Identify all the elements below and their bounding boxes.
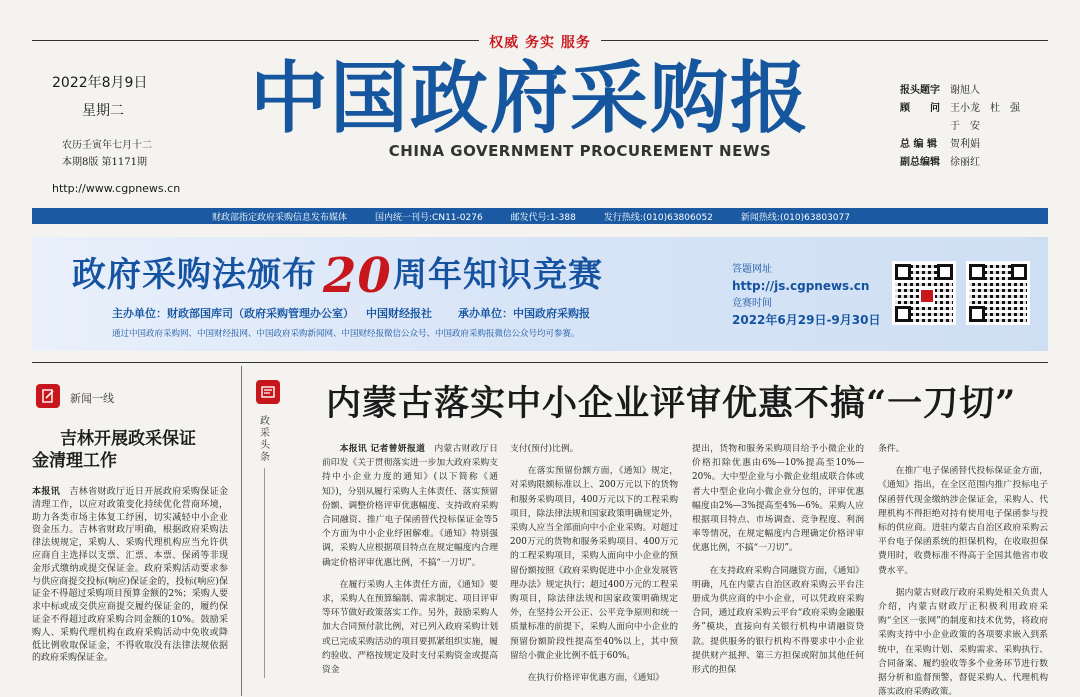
weekday: 星期二 <box>82 103 124 119</box>
issue-number: 本期8版 第1171期 <box>62 157 147 168</box>
article-column-2: 支付(预付)比例。 在落实预留份额方面，《通知》规定，对采购限额标准以上、200万元以下的货物和服务采购项目，400万元以下的工程采购项目，除法律法规和国家政策明确规定外，采购人应当全部面向中小企业采购。对超过200万元的货物和服务采购项目、400万元的工程采购项目，采购人面向中小企业的预留份额按照《政府采购促进中小企业发展管理办法》规定执行；超过400万元的工程采购项目，除法律法规和国家政策明确规定外，在坚持公开公正、公平竞争原则和统一质量标准的前提下，采购人面向中小企业的预留份额阶段性提高至40%以上，其中预留给小微企业比例不低于60%。 在执行价格评审优惠方面，《通知》 <box>510 444 678 684</box>
staff-row: 报头题字 谢旭人 <box>900 85 980 96</box>
publication-date: 2022年8月9日 <box>52 75 148 91</box>
news-icon <box>256 380 280 404</box>
masthead-title: 中国政府采购报 <box>249 53 810 144</box>
anniversary-number: 20 <box>323 248 392 304</box>
quiz-time: 2022年6月29日-9月30日 <box>732 313 881 327</box>
section-label-news: 新闻一线 <box>70 392 114 405</box>
staff-row: 总 编 辑 贺利娟 <box>900 139 980 150</box>
lunar-date: 农历壬寅年七月十二 <box>62 140 152 151</box>
date-block <box>52 72 212 195</box>
masthead-title-en: CHINA GOVERNMENT PROCUREMENT NEWS <box>388 141 772 160</box>
article-title[interactable]: 内蒙古落实中小企业评审优惠不搞“一刀切” <box>326 383 1017 424</box>
info-bar-item: 邮发代号:1-388 <box>510 212 576 223</box>
left-headline[interactable]: 吉林开展政采保证 金清理工作 <box>32 429 196 471</box>
staff-row: 顾 问 王小龙 杜 强 <box>900 103 1020 114</box>
website-url[interactable]: http://www.cgpnews.cn <box>52 182 181 195</box>
staff-row: 于 安 <box>950 121 980 132</box>
banner-note: 通过中国政府采购网、中国财经报网、中国政府采购新闻网、中国财经报微信公众号、中国政府采购报微信公众号均可参赛。 <box>112 329 580 339</box>
banner-url-box <box>732 261 880 329</box>
quiz-url[interactable]: http://js.cgpnews.cn <box>732 279 870 293</box>
qr-code-icon[interactable] <box>892 261 956 325</box>
staff-row: 副总编辑 徐丽红 <box>900 157 980 168</box>
pen-icon <box>36 384 60 408</box>
quiz-banner[interactable] <box>32 237 1048 351</box>
article-column-3: 提出，货物和服务采购项目给予小微企业的价格扣除优惠由6%—10%提高至10%—20%。大中型企业与小微企业组成联合体或者大中型企业向小微企业分包的，评审优惠幅度由2%—3%提高至4%—6%。采购人应根据项目特点、市场调查、竞争程度、利润率等情况，在规定幅度内合理确定价格评审优惠比例，不搞“一刀切”。 在支持政府采购合同融资方面，《通知》明确，凡在内蒙古自治区政府采购云平台注册成为供应商的中小企业，可以凭政府采购合同，通过政府采购云平台“政府采购金融服务”模块，直接向有关银行机构申请融资贷款。提供服务的银行机构不得要求中小企业提供财产抵押、第三方担保或附加其他任何形式的担保 <box>692 444 864 676</box>
vertical-rule <box>264 468 265 678</box>
section-rule <box>32 362 1048 363</box>
staff-list <box>900 82 1060 172</box>
masthead <box>230 52 830 160</box>
section-label-headline: 政 采 头 条 <box>260 416 270 463</box>
article-column-1: 本报讯 记者曾妍报道 内蒙古财政厅日前印发《关于贯彻落实进一步加大政府采购支持中小企业力度的通知》(以下简称《通知》)，分别从履行采购人主体责任、落实预留份额、调整价格评审优惠幅度、支持政府采购合同融资、推广电子保函替代投标保证金等5个方面为中小企业纾困解难。《通知》特别强调，采购人应根据项目特点在规定幅度内合理确定价格评审优惠比例，不搞“一刀切”。 在履行采购人主体责任方面，《通知》要求，采购人在预算编制、需求制定、项目评审等环节做好政策落实工作。另外，鼓励采购人加大合同预付款比例，对已列入政府采购计划或已完成采购活动的项目要抓紧组织实施，履约验收、严格按规定及时支付采购资金或提高资金 <box>322 444 498 676</box>
banner-hosts: 主办单位：财政部国库司（政府采购管理办公室） 中国财经报社 承办单位：中国政府采购报 <box>112 307 590 320</box>
masthead-slogan: 权威 务实 服务 <box>0 32 1080 52</box>
time-label: 竞赛时间 <box>732 298 772 309</box>
info-bar-item: 发行热线:(010)63806052 <box>603 212 713 223</box>
info-bar-item: 新闻热线:(010)63803077 <box>740 212 850 223</box>
banner-headline: 政府采购法颁布 20周年知识竞赛 <box>72 248 603 304</box>
left-article-body: 本报讯 吉林省财政厅近日开展政府采购保证金清理工作，以应对政策变化持续优化营商环境，助力各类市场主体复工纾困，切实减轻中小企业资金压力。吉林省财政厅明确，根据政府采购法律法规规定，采购人、采购代理机构应当允许供应商自主选择以支票、汇票、本票、保函等非现金形式缴纳或提交保证金。政府采购活动要求参与供应商提交投标(响应)保证金的，投标(响应)保证金不得超过采购项目预算金额的2%；采购人要求中标或成交供应商提交履约保证金的，履约保证金不得超过政府采购合同金额的10%。鼓励采购人、采购代理机构在政府采购活动中免收或降低比例收取保证金，不得收取没有法律法规依据的政府采购保证金。 <box>32 487 228 664</box>
info-bar <box>32 208 1048 224</box>
url-label: 答题网址 <box>732 264 772 275</box>
article-column-4: 条件。 在推广电子保函替代投标保证金方面，《通知》指出，在全区范围内推广投标电子保函替代现金缴纳涉企保证金，采购人、代理机构不得拒绝对持有使用电子保函参与投标的供应商。进驻内蒙古自治区政府采购云平台电子保函系统的担保机构，在收取担保费用时，收费标准不得高于全国其他省市收费水平。 据内蒙古财政厅政府采购处相关负责人介绍，内蒙古财政厅正积极利用政府采购“全区一张网”的制度和技术优势，将政府采购支持中小企业政策的各项要求嵌入到系统中，在采购计划、采购需求、采购执行、合同备案、履约验收等多个业务环节进行数据分析和监督预警，督促采购人、代理机构落实政府采购政策。 <box>878 444 1048 697</box>
info-bar-item: 财政部指定政府采购信息发布媒体 <box>212 212 348 223</box>
qr-code-icon[interactable] <box>966 261 1030 325</box>
column-divider <box>241 366 242 696</box>
info-bar-item: 国内统一刊号:CN11-0276 <box>375 212 483 223</box>
